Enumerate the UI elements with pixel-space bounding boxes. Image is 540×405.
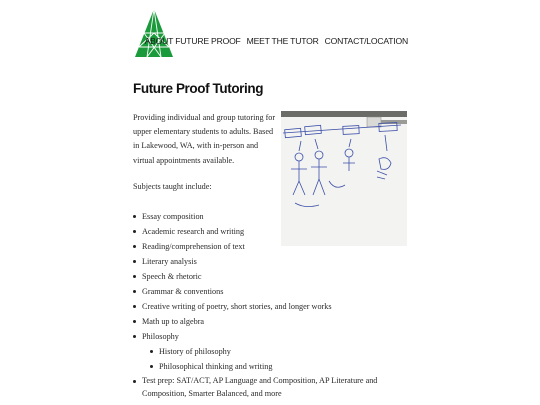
main-nav [145, 36, 408, 46]
list-item: Essay composition [133, 209, 413, 224]
intro-text: Providing individual and group tutoring for upper elementary students to adults. Based in Lakewood, WA, with in-person and virtual appointments available. [133, 113, 276, 165]
list-item: Academic research and writing [133, 224, 413, 239]
subjects-label: Subjects taught include: [133, 182, 212, 191]
list-item: Test prep: SAT/ACT, AP Language and Composition, AP Literature and Composition, Smarter Balanced, and more [133, 374, 413, 400]
list-item-philosophy [133, 329, 413, 374]
page-title: Future Proof Tutoring [133, 81, 264, 96]
nav-meet-the-tutor[interactable]: MEET THE TUTOR [246, 36, 319, 46]
subjects-list [133, 209, 413, 400]
list-item: Math up to algebra [133, 314, 413, 329]
nav-contact-location[interactable]: CONTACT/LOCATION [324, 36, 408, 46]
list-item: Philosophical thinking and writing [142, 359, 413, 374]
list-item: Grammar & conventions [133, 284, 413, 299]
list-item-label: Philosophy [142, 332, 179, 341]
list-item: Literary analysis [133, 254, 413, 269]
logo-icon[interactable] [133, 7, 175, 59]
nav-about[interactable]: ABOUT FUTURE PROOF [144, 36, 241, 46]
list-item: Reading/comprehension of text [133, 239, 413, 254]
list-item: Speech & rhetoric [133, 269, 413, 284]
list-item: History of philosophy [142, 344, 413, 359]
list-item: Creative writing of poetry, short stories, and longer works [133, 299, 413, 314]
philosophy-sublist [142, 344, 413, 374]
